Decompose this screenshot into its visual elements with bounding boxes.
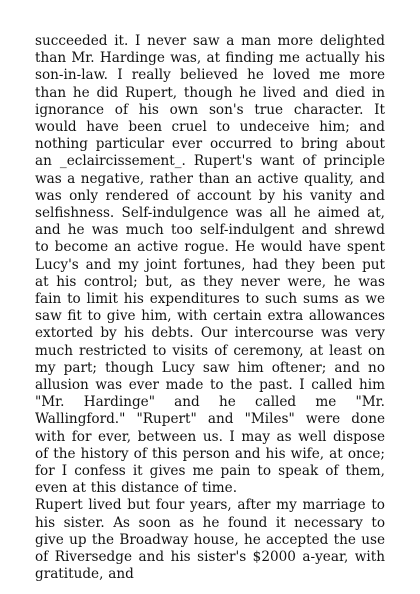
paragraph-2: Rupert lived but four years, after my marriage to his sister. As soon as he found it necessary to give up the Broadway house, he accepted the use of Riversedge and his sister's $2000 a-year, with gratitude, and [35, 497, 385, 583]
document-page [35, 33, 385, 584]
paragraph-1: succeeded it. I never saw a man more delighted than Mr. Hardinge was, at finding me actually his son-in-law. I really believed he loved me more than he did Rupert, though he lived and died in ignorance of his own son's true character. It would have been cruel to undeceive him; and nothing particular ever occurred to bring about an _eclaircissement_. Rupert's want of principle was a negative, rather than an active quality, and was only rendered of account by his vanity and selfishness. Self-indulgence was all he aimed at, and he was much too self-indulgent and shrewd to become an active rogue. He would have spent Lucy's and my joint fortunes, had they been put at his control; but, as they never were, he was fain to limit his expenditures to such sums as we saw fit to give him, with certain extra allowances extorted by his debts. Our intercourse was very much restricted to visits of ceremony, at least on my part; though Lucy saw him oftener; and no allusion was ever made to the past. I called him "Mr. Hardinge" and he called me "Mr. Wallingford." "Rupert" and "Miles" were done with for ever, between us. I may as well dispose of the history of this person and his wife, at once; for I confess it gives me pain to speak of them, even at this distance of time. [35, 33, 385, 497]
